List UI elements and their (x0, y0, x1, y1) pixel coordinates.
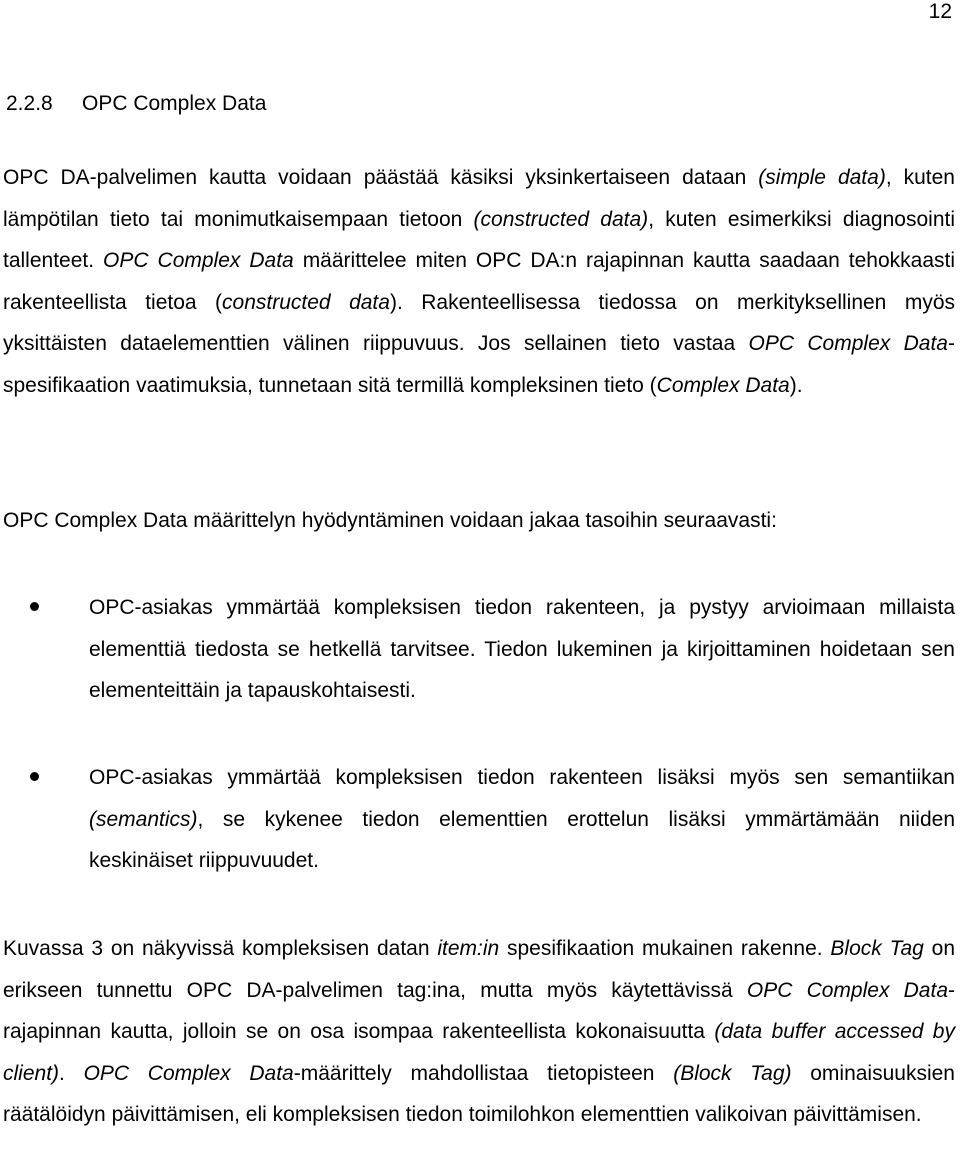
bullet-icon (30, 602, 39, 611)
section-heading (6, 89, 266, 119)
text-run: -määrittely mahdollistaa tietopisteen (293, 1061, 674, 1085)
text-run: , kuten esimerkiksi diagnosointi tallenteet. (3, 207, 955, 272)
italic-term: item:in (437, 937, 500, 960)
paragraph-intro (3, 157, 955, 406)
italic-term: Complex Data (656, 373, 790, 397)
text-run: OPC-asiakas ymmärtää kompleksisen tiedon rakenteen, ja pystyy arvioimaan millaista elementtiä tiedosta se hetkellä tarvitsee. Tiedon lukeminen ja kirjoittaminen hoidetaan sen elementeittäin ja tapauskohtaisesti. (89, 596, 955, 702)
text-run: ). (789, 373, 803, 397)
text-run: . (59, 1061, 84, 1085)
italic-term: (data buffer accessed by client) (3, 1020, 955, 1085)
italic-term: Block Tag (830, 937, 924, 960)
section-title: OPC Complex Data (82, 92, 267, 115)
bullet-icon (30, 772, 39, 781)
italic-term: OPC Complex Data (83, 1061, 294, 1085)
text-run: , kuten lämpötilan tieto tai monimutkaisempaan tietoon (3, 166, 955, 231)
text-run: määrittelee miten OPC DA:n rajapinnan kautta saadaan tehokkaasti rakenteellista tietoa ( (3, 249, 955, 314)
italic-term: (Block Tag) (673, 1061, 792, 1085)
paragraph-block-tag (3, 928, 955, 1136)
section-number: 2.2.8 (6, 92, 53, 115)
text-run: on erikseen tunnettu OPC DA-palvelimen tag:ina, mutta myös käytettävissä (3, 937, 955, 1002)
italic-term: OPC Complex Data (746, 978, 948, 1002)
text-run: OPC DA-palvelimen kautta voidaan päästää käsiksi yksinkertaiseen dataan (3, 166, 759, 189)
italic-term: (semantics) (89, 807, 198, 831)
text-run: -rajapinnan kautta, jolloin se on osa isompaa rakenteellista kokonaisuutta (3, 978, 955, 1043)
list-item-text (89, 757, 955, 882)
paragraph-levels: OPC Complex Data määrittelyn hyödyntäminen voidaan jakaa tasoihin seuraavasti: (3, 509, 777, 532)
italic-term: (constructed data) (473, 207, 649, 231)
text-run: OPC-asiakas ymmärtää kompleksisen tiedon rakenteen lisäksi myös sen semantiikan (89, 766, 955, 789)
text-run: -spesifikaation vaatimuksia, tunnetaan sitä termillä kompleksinen tieto ( (3, 332, 955, 397)
italic-term: (simple data) (758, 166, 886, 189)
text-run: ). Rakenteellisessa tiedossa on merkityksellinen myös yksittäisten dataelementtien välinen riippuvuus. Jos sellainen tieto vastaa (3, 290, 955, 355)
italic-term: OPC Complex Data (748, 332, 948, 355)
list-item-text (89, 587, 955, 712)
text-run: spesifikaation mukainen rakenne. (499, 937, 831, 960)
text-run: ominaisuuksien räätälöidyn päivittämisen, eli kompleksisen tiedon toimilohkon elementtien valikoivan päivittämisen. (3, 1061, 955, 1126)
text-run: Kuvassa 3 on näkyvissä kompleksisen datan (3, 937, 438, 960)
text-run: , se kykenee tiedon elementtien erottelun lisäksi ymmärtämään niiden keskinäiset riippuvuudet. (89, 807, 955, 872)
italic-term: constructed data (222, 290, 390, 314)
page-number: 12 (928, 0, 952, 23)
italic-term: OPC Complex Data (103, 249, 294, 272)
